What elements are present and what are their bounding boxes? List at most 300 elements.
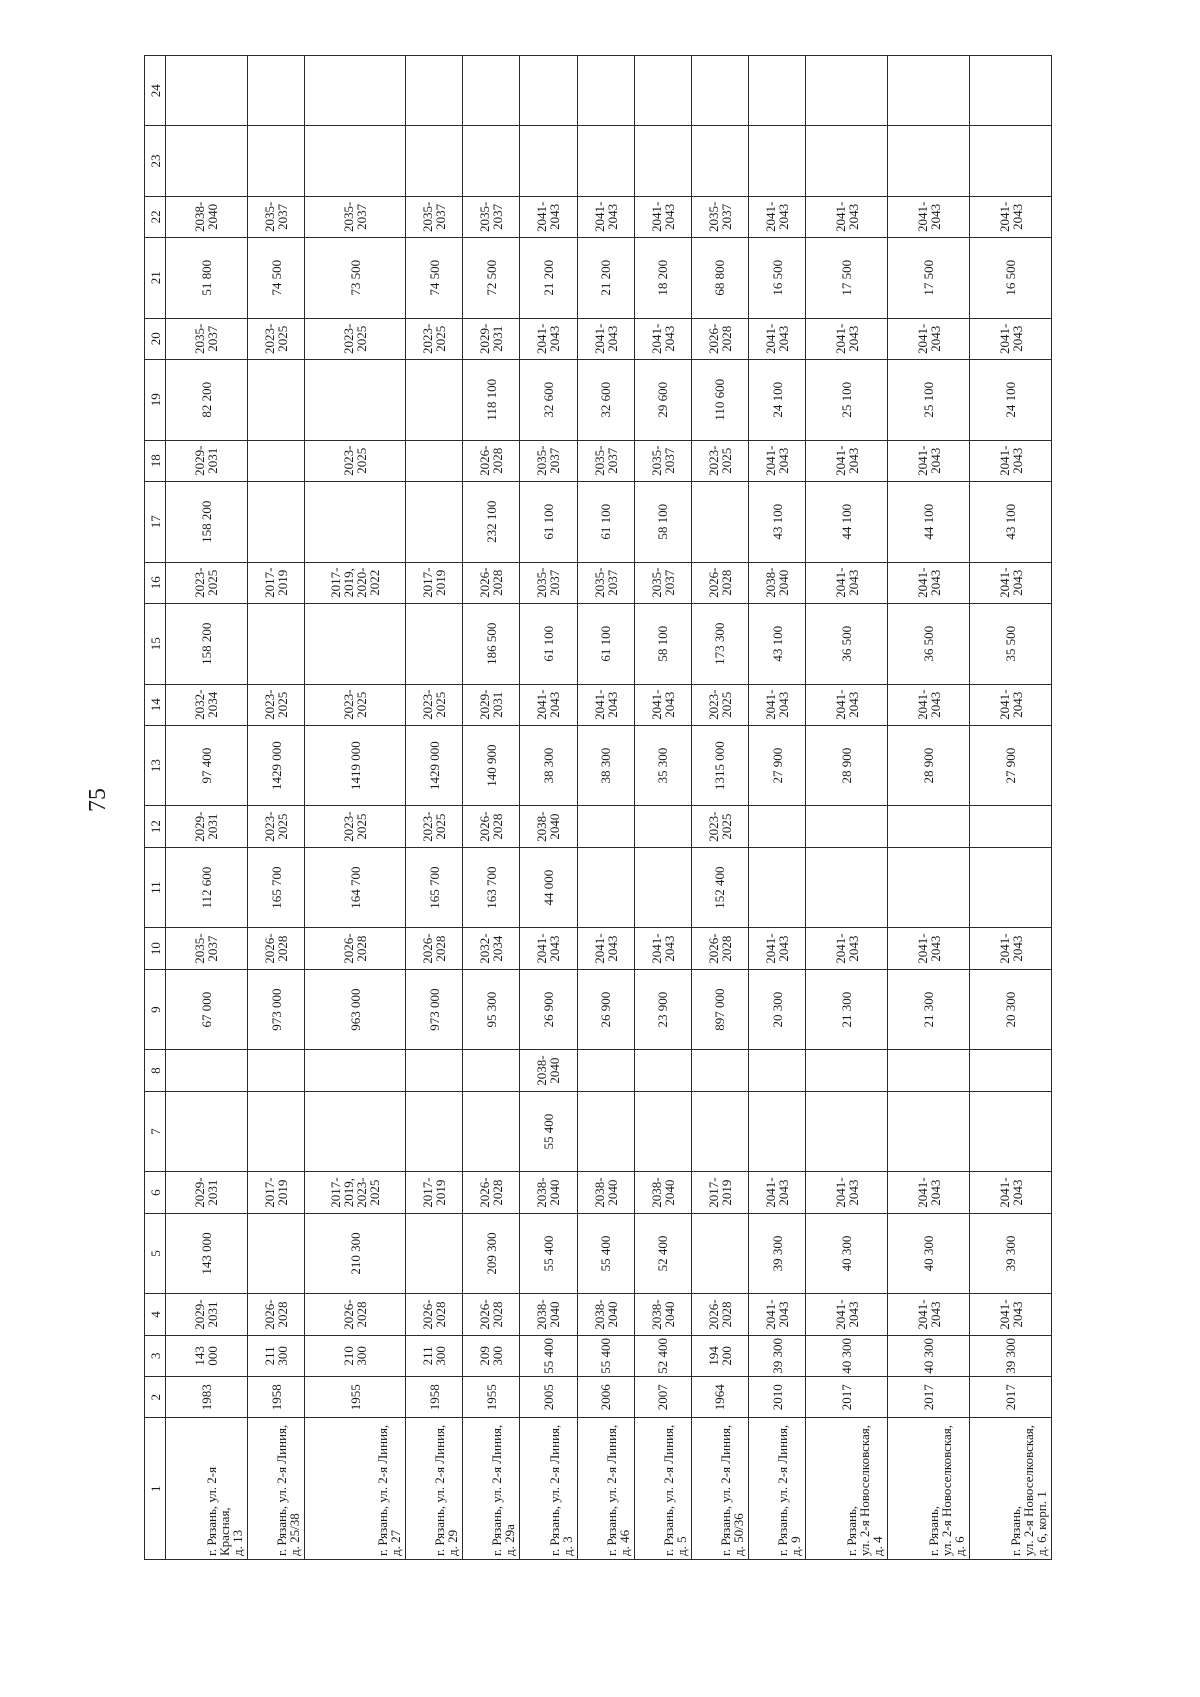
- table-cell: 112 600: [166, 847, 248, 928]
- table-cell: 2041- 2043: [888, 318, 970, 359]
- table-cell: 44 100: [888, 481, 970, 562]
- column-header: 24: [145, 56, 166, 126]
- address-cell: г. Рязань, ул. 2-я Линия, д. 5: [634, 1418, 691, 1560]
- table-cell: 2041- 2043: [749, 1172, 806, 1213]
- column-header: 10: [145, 928, 166, 969]
- table-cell: 2041- 2043: [577, 318, 634, 359]
- column-header: 17: [145, 481, 166, 562]
- table-cell: [406, 1213, 463, 1294]
- table-cell: 25 100: [806, 359, 888, 440]
- table-cell: 2023- 2025: [166, 562, 248, 603]
- column-header: 7: [145, 1091, 166, 1172]
- table-cell: [247, 359, 304, 440]
- table-cell: 2041- 2043: [806, 318, 888, 359]
- table-cell: 36 500: [806, 603, 888, 684]
- table-cell: 2023- 2025: [305, 806, 406, 847]
- table-cell: 2017- 2019: [691, 1172, 748, 1213]
- table-cell: 2041- 2043: [520, 684, 577, 725]
- table-cell: 17 500: [888, 237, 970, 318]
- table-cell: [406, 603, 463, 684]
- table-cell: 2041- 2043: [888, 684, 970, 725]
- table-cell: [691, 56, 748, 126]
- table-cell: 35 300: [634, 725, 691, 806]
- table-cell: [305, 126, 406, 196]
- table-cell: 210 300: [305, 1335, 406, 1376]
- table-cell: [577, 1050, 634, 1091]
- column-header: 13: [145, 725, 166, 806]
- table-cell: 143 000: [166, 1213, 248, 1294]
- table-cell: 24 100: [970, 359, 1052, 440]
- table-cell: [247, 56, 304, 126]
- table-cell: 20 300: [749, 969, 806, 1050]
- table-cell: [691, 1091, 748, 1172]
- table-cell: 209 300: [463, 1213, 520, 1294]
- column-header: 12: [145, 806, 166, 847]
- table-cell: [691, 1050, 748, 1091]
- table-cell: 61 100: [577, 603, 634, 684]
- table-cell: 39 300: [749, 1213, 806, 1294]
- table-cell: 2038- 2040: [634, 1294, 691, 1335]
- column-header: 16: [145, 562, 166, 603]
- table-cell: 2023- 2025: [691, 684, 748, 725]
- table-cell: 2041- 2043: [888, 562, 970, 603]
- table-cell: [463, 1091, 520, 1172]
- table-cell: 55 400: [577, 1213, 634, 1294]
- table-cell: 39 300: [970, 1213, 1052, 1294]
- address-cell: г. Рязань, ул. 2-я Линия, д. 46: [577, 1418, 634, 1560]
- table-cell: [247, 481, 304, 562]
- column-header: 9: [145, 969, 166, 1050]
- table-cell: 110 600: [691, 359, 748, 440]
- table-cell: 2041- 2043: [749, 684, 806, 725]
- table-cell: 2026- 2028: [305, 928, 406, 969]
- table-cell: 2038- 2040: [577, 1172, 634, 1213]
- table-cell: 74 500: [247, 237, 304, 318]
- table-cell: 2038- 2040: [166, 196, 248, 237]
- table-cell: 2041- 2043: [749, 318, 806, 359]
- table-cell: [520, 56, 577, 126]
- table-cell: [305, 56, 406, 126]
- table-cell: 2041- 2043: [888, 1172, 970, 1213]
- table-cell: 2041- 2043: [970, 928, 1052, 969]
- table-cell: 2023- 2025: [406, 318, 463, 359]
- table-cell: 897 000: [691, 969, 748, 1050]
- table-cell: [691, 1213, 748, 1294]
- table-cell: [166, 56, 248, 126]
- table-cell: [247, 440, 304, 481]
- table-cell: 2041- 2043: [970, 196, 1052, 237]
- table-cell: 61 100: [520, 481, 577, 562]
- table-cell: 40 300: [806, 1213, 888, 1294]
- address-cell: г. Рязань, ул. 2-я Новоселковская, д. 6, корп. 1: [970, 1418, 1052, 1560]
- table-cell: 2035- 2037: [305, 196, 406, 237]
- table-cell: [406, 1091, 463, 1172]
- table-cell: 21 200: [520, 237, 577, 318]
- table-cell: [406, 1050, 463, 1091]
- table-cell: 58 100: [634, 481, 691, 562]
- table-cell: [577, 1091, 634, 1172]
- table-cell: 2035- 2037: [406, 196, 463, 237]
- table-cell: 2007: [634, 1377, 691, 1418]
- table-row: [305, 56, 406, 1560]
- table-cell: 20 300: [970, 969, 1052, 1050]
- table-cell: 2026- 2028: [406, 928, 463, 969]
- table-cell: 40 300: [888, 1335, 970, 1376]
- table-cell: 28 900: [888, 725, 970, 806]
- table-cell: 118 100: [463, 359, 520, 440]
- table-cell: [749, 56, 806, 126]
- table-cell: 2041- 2043: [806, 196, 888, 237]
- table-cell: 163 700: [463, 847, 520, 928]
- table-cell: 1429 000: [247, 725, 304, 806]
- table-cell: 211 300: [247, 1335, 304, 1376]
- table-cell: 17 500: [806, 237, 888, 318]
- column-header: 22: [145, 196, 166, 237]
- table-cell: [166, 1091, 248, 1172]
- table-cell: [577, 126, 634, 196]
- table-cell: 1429 000: [406, 725, 463, 806]
- table-cell: [634, 1050, 691, 1091]
- address-cell: г. Рязань, ул. 2-я Новоселковская, д. 6: [888, 1418, 970, 1560]
- table-cell: 2035- 2037: [520, 562, 577, 603]
- table-cell: [406, 126, 463, 196]
- column-header: 6: [145, 1172, 166, 1213]
- table-cell: 44 000: [520, 847, 577, 928]
- table-cell: 2029- 2031: [463, 684, 520, 725]
- table-cell: 2017- 2019: [247, 1172, 304, 1213]
- table-cell: 2026- 2028: [463, 806, 520, 847]
- table-row: [406, 56, 463, 1560]
- table-cell: [749, 806, 806, 847]
- table-cell: 1419 000: [305, 725, 406, 806]
- table-cell: [463, 126, 520, 196]
- table-cell: 2041- 2043: [520, 196, 577, 237]
- table-cell: 51 800: [166, 237, 248, 318]
- table-cell: 52 400: [634, 1213, 691, 1294]
- table-cell: 2017- 2019: [406, 562, 463, 603]
- table-cell: 2010: [749, 1377, 806, 1418]
- table-cell: [888, 1050, 970, 1091]
- table-cell: 2041- 2043: [577, 196, 634, 237]
- table-cell: [970, 847, 1052, 928]
- table-cell: 2023- 2025: [691, 806, 748, 847]
- table-row: [970, 56, 1052, 1560]
- table-cell: [166, 1050, 248, 1091]
- table-cell: [463, 56, 520, 126]
- table-cell: 29 600: [634, 359, 691, 440]
- table-cell: [406, 359, 463, 440]
- table-cell: 2041- 2043: [970, 1172, 1052, 1213]
- table-cell: 55 400: [577, 1335, 634, 1376]
- table-cell: 2026- 2028: [463, 1172, 520, 1213]
- table-cell: [247, 126, 304, 196]
- table-row: [247, 56, 304, 1560]
- table-cell: 72 500: [463, 237, 520, 318]
- table-cell: [520, 126, 577, 196]
- column-header: 5: [145, 1213, 166, 1294]
- rotated-table-container: [144, 55, 1052, 1560]
- table-cell: 2005: [520, 1377, 577, 1418]
- table-cell: 2035- 2037: [634, 440, 691, 481]
- table-cell: 1955: [463, 1377, 520, 1418]
- table-cell: 38 300: [520, 725, 577, 806]
- table-cell: 2041- 2043: [634, 928, 691, 969]
- table-cell: 23 900: [634, 969, 691, 1050]
- address-cell: г. Рязань, ул. 2-я Красная, д. 13: [166, 1418, 248, 1560]
- table-cell: [691, 481, 748, 562]
- column-header: 18: [145, 440, 166, 481]
- table-cell: 2038- 2040: [634, 1172, 691, 1213]
- table-cell: 39 300: [970, 1335, 1052, 1376]
- table-cell: 2026- 2028: [463, 440, 520, 481]
- table-cell: 2038- 2040: [577, 1294, 634, 1335]
- table-cell: 21 300: [806, 969, 888, 1050]
- table-cell: [806, 126, 888, 196]
- table-cell: 52 400: [634, 1335, 691, 1376]
- table-cell: 2032- 2034: [463, 928, 520, 969]
- table-cell: 2026- 2028: [691, 1294, 748, 1335]
- table-cell: 2029- 2031: [166, 806, 248, 847]
- table-cell: 43 100: [970, 481, 1052, 562]
- table-cell: 2041- 2043: [806, 684, 888, 725]
- address-cell: г. Рязань, ул. 2-я Линия, д. 3: [520, 1418, 577, 1560]
- table-cell: [305, 603, 406, 684]
- table-cell: 2041- 2043: [806, 1172, 888, 1213]
- table-cell: 2041- 2043: [634, 684, 691, 725]
- table-cell: 21 200: [577, 237, 634, 318]
- address-cell: г. Рязань, ул. 2-я Линия, д. 25/38: [247, 1418, 304, 1560]
- page-number: 75: [85, 788, 111, 812]
- column-header: 4: [145, 1294, 166, 1335]
- table-cell: 2041- 2043: [749, 196, 806, 237]
- table-cell: [247, 1091, 304, 1172]
- table-cell: 24 100: [749, 359, 806, 440]
- table-cell: [806, 847, 888, 928]
- address-cell: г. Рязань, ул. 2-я Линия, д. 29а: [463, 1418, 520, 1560]
- table-row: [749, 56, 806, 1560]
- table-cell: 2023- 2025: [305, 318, 406, 359]
- table-cell: 1315 000: [691, 725, 748, 806]
- table-body: [166, 56, 1052, 1560]
- table-cell: [970, 1050, 1052, 1091]
- table-cell: 2026- 2028: [463, 1294, 520, 1335]
- column-header: 8: [145, 1050, 166, 1091]
- table-cell: 16 500: [970, 237, 1052, 318]
- table-cell: 210 300: [305, 1213, 406, 1294]
- table-cell: 2035- 2037: [247, 196, 304, 237]
- table-cell: [888, 1091, 970, 1172]
- table-cell: [888, 847, 970, 928]
- table-cell: 1983: [166, 1377, 248, 1418]
- column-header: 23: [145, 126, 166, 196]
- table-cell: 73 500: [305, 237, 406, 318]
- table-cell: 2017: [806, 1377, 888, 1418]
- table-cell: 44 100: [806, 481, 888, 562]
- table-cell: 16 500: [749, 237, 806, 318]
- table-cell: 55 400: [520, 1213, 577, 1294]
- table-cell: 173 300: [691, 603, 748, 684]
- table-cell: 2041- 2043: [520, 928, 577, 969]
- table-cell: 97 400: [166, 725, 248, 806]
- table-cell: 1958: [247, 1377, 304, 1418]
- table-row: [806, 56, 888, 1560]
- table-cell: 194 200: [691, 1335, 748, 1376]
- table-cell: 2023- 2025: [305, 684, 406, 725]
- table-cell: 2041- 2043: [888, 1294, 970, 1335]
- table-row: [888, 56, 970, 1560]
- table-cell: 55 400: [520, 1091, 577, 1172]
- table-cell: 25 100: [888, 359, 970, 440]
- table-cell: 2006: [577, 1377, 634, 1418]
- address-cell: г. Рязань, ул. 2-я Новоселковская, д. 4: [806, 1418, 888, 1560]
- table-row: [520, 56, 577, 1560]
- table-cell: 2041- 2043: [806, 562, 888, 603]
- table-cell: 18 200: [634, 237, 691, 318]
- table-cell: 2035- 2037: [520, 440, 577, 481]
- table-cell: [970, 56, 1052, 126]
- table-cell: 2026- 2028: [247, 1294, 304, 1335]
- table-cell: [166, 126, 248, 196]
- table-cell: 1955: [305, 1377, 406, 1418]
- column-header: 2: [145, 1377, 166, 1418]
- table-cell: 2026- 2028: [247, 928, 304, 969]
- table-cell: 32 600: [520, 359, 577, 440]
- table-cell: [634, 806, 691, 847]
- address-cell: г. Рязань, ул. 2-я Линия, д. 27: [305, 1418, 406, 1560]
- table-cell: 2023- 2025: [305, 440, 406, 481]
- column-header: 20: [145, 318, 166, 359]
- table-cell: 2035- 2037: [166, 928, 248, 969]
- table-row: [166, 56, 248, 1560]
- table-cell: 67 000: [166, 969, 248, 1050]
- table-row: [691, 56, 748, 1560]
- table-cell: [305, 1050, 406, 1091]
- table-cell: 2026- 2028: [691, 928, 748, 969]
- table-cell: [406, 481, 463, 562]
- table-cell: 2026- 2028: [406, 1294, 463, 1335]
- table-cell: 2041- 2043: [970, 440, 1052, 481]
- table-cell: 2041- 2043: [888, 928, 970, 969]
- table-cell: 2026- 2028: [463, 562, 520, 603]
- table-cell: [406, 440, 463, 481]
- table-cell: [577, 847, 634, 928]
- table-cell: 32 600: [577, 359, 634, 440]
- column-header: 19: [145, 359, 166, 440]
- table-cell: [634, 56, 691, 126]
- table-cell: 2023- 2025: [247, 806, 304, 847]
- table-cell: 2035- 2037: [691, 196, 748, 237]
- table-cell: 2035- 2037: [166, 318, 248, 359]
- table-cell: 2041- 2043: [806, 928, 888, 969]
- table-cell: 26 900: [577, 969, 634, 1050]
- table-cell: [634, 847, 691, 928]
- table-cell: [806, 1050, 888, 1091]
- table-cell: 2017: [970, 1377, 1052, 1418]
- table-cell: 2023- 2025: [406, 806, 463, 847]
- table-cell: [691, 126, 748, 196]
- table-cell: 55 400: [520, 1335, 577, 1376]
- table-cell: [305, 481, 406, 562]
- table-cell: [247, 1213, 304, 1294]
- table-cell: 2017: [888, 1377, 970, 1418]
- table-cell: 21 300: [888, 969, 970, 1050]
- table-cell: 2017- 2019: [247, 562, 304, 603]
- table-cell: 211 300: [406, 1335, 463, 1376]
- table-cell: 158 200: [166, 481, 248, 562]
- table-cell: [577, 56, 634, 126]
- table-cell: 28 900: [806, 725, 888, 806]
- table-cell: 82 200: [166, 359, 248, 440]
- table-cell: 2041- 2043: [749, 440, 806, 481]
- table-cell: [970, 126, 1052, 196]
- table-cell: 2035- 2037: [634, 562, 691, 603]
- table-cell: [749, 1050, 806, 1091]
- table-cell: 1964: [691, 1377, 748, 1418]
- table-cell: 2041- 2043: [634, 196, 691, 237]
- table-cell: [305, 359, 406, 440]
- table-cell: 2038- 2040: [520, 1294, 577, 1335]
- table-cell: 186 500: [463, 603, 520, 684]
- table-cell: 2041- 2043: [888, 196, 970, 237]
- table-cell: 2041- 2043: [577, 928, 634, 969]
- table-cell: 2017- 2019, 2023- 2025: [305, 1172, 406, 1213]
- table-cell: 2023- 2025: [691, 440, 748, 481]
- table-cell: 2041- 2043: [970, 684, 1052, 725]
- table-cell: 2041- 2043: [577, 684, 634, 725]
- column-header: 11: [145, 847, 166, 928]
- table-cell: [970, 1091, 1052, 1172]
- column-header: 3: [145, 1335, 166, 1376]
- table-row: [463, 56, 520, 1560]
- table-cell: 43 100: [749, 481, 806, 562]
- table-cell: 2035- 2037: [577, 440, 634, 481]
- table-cell: 2026- 2028: [305, 1294, 406, 1335]
- table-cell: 2041- 2043: [970, 562, 1052, 603]
- table-cell: 2041- 2043: [749, 1294, 806, 1335]
- table-cell: 27 900: [970, 725, 1052, 806]
- table-cell: [305, 1091, 406, 1172]
- table-cell: 232 100: [463, 481, 520, 562]
- table-cell: 2038- 2040: [520, 1172, 577, 1213]
- table-cell: 2029- 2031: [166, 1172, 248, 1213]
- table-cell: 973 000: [247, 969, 304, 1050]
- column-header: 21: [145, 237, 166, 318]
- table-cell: [888, 56, 970, 126]
- table-row: [577, 56, 634, 1560]
- table-cell: 963 000: [305, 969, 406, 1050]
- table-cell: [749, 126, 806, 196]
- address-cell: г. Рязань, ул. 2-я Линия, д. 29: [406, 1418, 463, 1560]
- table-cell: 140 900: [463, 725, 520, 806]
- table-cell: 40 300: [806, 1335, 888, 1376]
- table-cell: 2023- 2025: [406, 684, 463, 725]
- table-cell: 2041- 2043: [970, 1294, 1052, 1335]
- table-cell: 36 500: [888, 603, 970, 684]
- table-cell: 2026- 2028: [691, 318, 748, 359]
- address-cell: г. Рязань, ул. 2-я Линия, д. 9: [749, 1418, 806, 1560]
- table-cell: 2023- 2025: [247, 684, 304, 725]
- table-cell: 43 100: [749, 603, 806, 684]
- table-cell: 2038- 2040: [749, 562, 806, 603]
- table-cell: 2041- 2043: [806, 1294, 888, 1335]
- table-cell: 2038- 2040: [520, 806, 577, 847]
- address-cell: г. Рязань, ул. 2-я Линия, д. 50/36: [691, 1418, 748, 1560]
- table-cell: [406, 56, 463, 126]
- column-header: 1: [145, 1418, 166, 1560]
- table-cell: 143 000: [166, 1335, 248, 1376]
- table-cell: [634, 126, 691, 196]
- table-cell: 2023- 2025: [247, 318, 304, 359]
